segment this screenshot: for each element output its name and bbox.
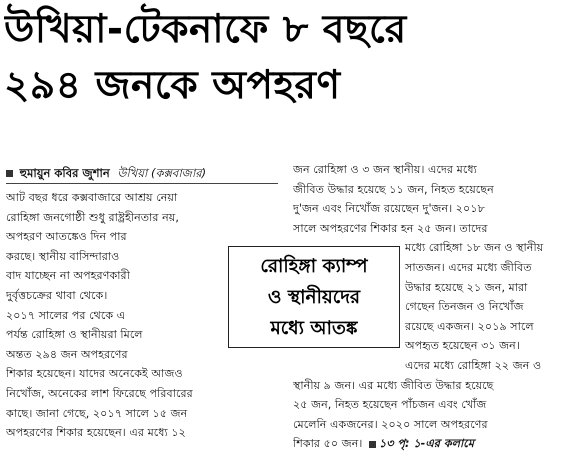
body-line: সালে অপহরণের শিকার হন ২৫ জন। তাদের bbox=[293, 221, 488, 235]
body-line: করছে। স্থানীয় বাসিন্দারাও bbox=[6, 249, 120, 263]
bullet-square-icon bbox=[369, 441, 376, 448]
headline-line-1: উখিয়া-টেকনাফে ৮ বছরে bbox=[4, 7, 407, 52]
bullet-square-icon bbox=[6, 170, 13, 177]
continuation-text: ১৩ পৃ: ১-এর কলামে bbox=[378, 437, 474, 451]
body-line: দুর্বৃত্তচক্রের থাবা থেকে। bbox=[6, 288, 108, 302]
pull-quote-line-2: ও স্থানীয়দের bbox=[267, 287, 361, 308]
body-line: সাতজন। এদের মধ্যে জীবিত bbox=[405, 260, 532, 274]
body-line: বাদ যাচ্ছেন না অপহরণকারী bbox=[6, 269, 130, 283]
byline-author: হুমায়ুন কবির জুশান bbox=[19, 166, 110, 180]
body-line: নিখোঁজ, অনেকের লাশ ফিরেছে পরিবারের bbox=[6, 386, 193, 400]
last-body-line bbox=[293, 434, 570, 454]
body-line: ২০১৭ সালের পর থেকে এ bbox=[6, 308, 126, 322]
body-line: জীবিত উদ্ধার হয়েছে ১১ জন, নিহত হয়েছেন bbox=[293, 182, 494, 196]
continuation-note bbox=[366, 437, 474, 450]
pull-quote-line-3: মধ্যে আতঙ্ক bbox=[270, 318, 358, 339]
body-line: অপহৃত হয়েছেন ৩১ জন। bbox=[405, 339, 520, 353]
body-line: এদের মধ্যে রোহিঙ্গা ২২ জন ও bbox=[405, 358, 542, 372]
body-line: রয়েছে একজন। ২০১৯ সালে bbox=[405, 319, 534, 333]
body-line-end: শিকার ৫০ জন। bbox=[293, 437, 363, 451]
byline-place: উখিয়া (কক্সবাজার) bbox=[117, 166, 207, 180]
body-line: পর্যন্ত রোহিঙ্গা ও স্থানীয়রা মিলে bbox=[6, 328, 143, 342]
body-line: উদ্ধার হয়েছে ২১ জন, মারা bbox=[405, 280, 528, 294]
pull-quote bbox=[228, 246, 400, 348]
body-line: আট বছর ধরে কক্সবাজারে আশ্রয় নেয়া bbox=[6, 191, 178, 204]
body-line: গেছেন তিনজন ও নিখোঁজ bbox=[405, 300, 524, 314]
body-line: অন্তত ২৯৪ জন অপহরণের bbox=[6, 347, 128, 361]
body-line: জন রোহিঙ্গা ও ৩ জন স্থানীয়। এদের মধ্যে bbox=[293, 163, 477, 176]
body-line: অপহরণের শিকার হয়েছেন। এর মধ্যে ১২ bbox=[6, 426, 186, 440]
body-line: অপহরণ আতঙ্কেও দিন পার bbox=[6, 230, 127, 244]
byline bbox=[6, 162, 278, 184]
headline bbox=[4, 2, 571, 114]
body-line: স্থানীয় ৯ জন। এর মধ্যে জীবিত উদ্ধার হয়েছে bbox=[293, 378, 494, 392]
body-line: মেলেনি একজনের। ২০২০ সালে অপহরণের bbox=[293, 417, 488, 431]
body-line: শিকার হয়েছেন। যাদের অনেকেই আজও bbox=[6, 367, 183, 381]
body-line: কাছে। জানা গেছে, ২০১৭ সালে ১৫ জন bbox=[6, 406, 188, 420]
body-line: মধ্যে রোহিঙ্গা ১৮ জন ও স্থানীয় bbox=[405, 241, 544, 255]
body-line: রোহিঙ্গা জনগোষ্ঠী শুধু রাষ্ট্রহীনতার নয়, bbox=[6, 210, 179, 224]
pull-quote-line-1: রোহিঙ্গা ক্যাম্প bbox=[260, 256, 368, 277]
body-line: দু'জন এবং নিখোঁজ রয়েছেন দু'জন। ২০১৮ bbox=[293, 202, 485, 216]
body-line: ২৫ জন, নিহত হয়েছেন পাঁচজন এবং খোঁজ bbox=[293, 398, 487, 412]
headline-line-2: ২৯৪ জনকে অপহরণ bbox=[4, 63, 341, 108]
